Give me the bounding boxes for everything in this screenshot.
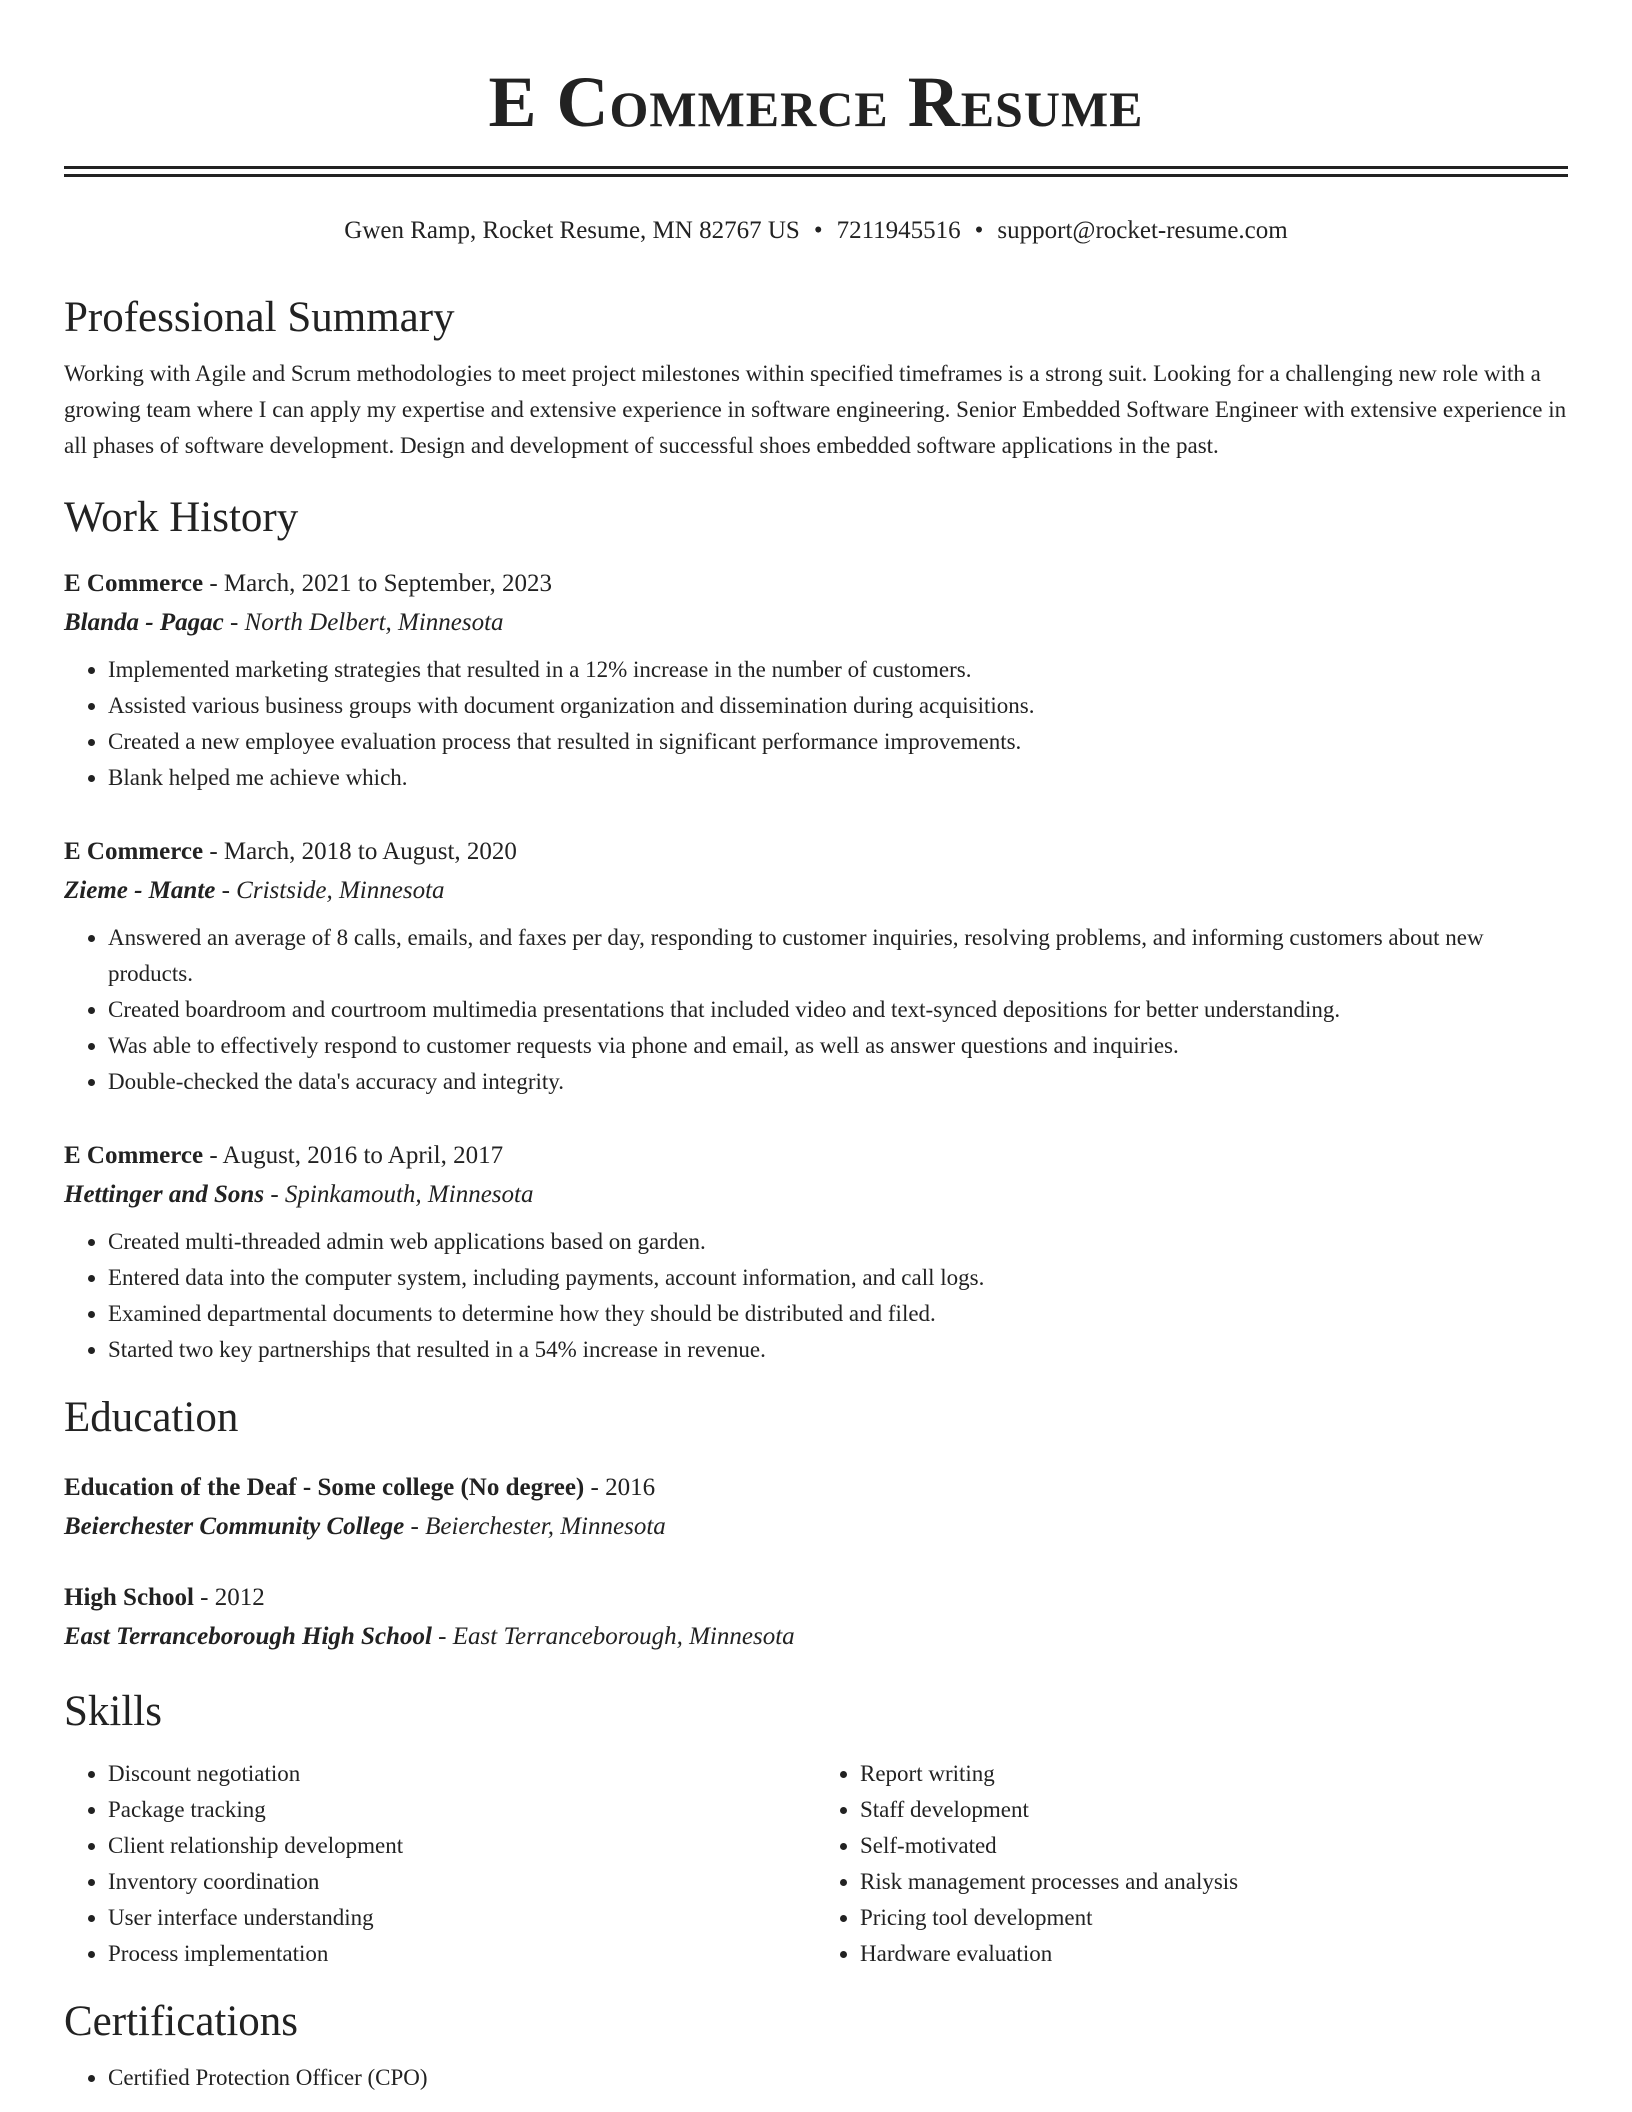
contact-separator: • [813, 217, 823, 244]
list-item: • Process implementation [108, 1936, 816, 1972]
job-bullets [64, 1224, 1568, 1368]
section-heading-skills: Skills [64, 1688, 162, 1735]
education-school-line [64, 1507, 1568, 1546]
job-bullets [64, 652, 1568, 796]
list-item: • Report writing [860, 1756, 1568, 1792]
job-title-line [64, 832, 1568, 871]
education-degree: Education of the Deaf - Some college (No degree) [64, 1474, 585, 1501]
contact-email: support@rocket-resume.com [997, 217, 1288, 244]
list-item: • Discount negotiation [108, 1756, 816, 1792]
list-item: • Staff development [860, 1792, 1568, 1828]
education-entry [64, 1468, 1568, 1546]
list-item: • Was able to effectively respond to customer requests via phone and email, as well as answer questions and inquiries. [108, 1028, 1568, 1064]
education-entry [64, 1578, 1568, 1656]
title-divider [64, 166, 1568, 177]
list-item: • Package tracking [108, 1792, 816, 1828]
job-company: Blanda - Pagac [64, 609, 224, 636]
education-school: Beierchester Community College [64, 1513, 405, 1540]
certifications-list [64, 2060, 1568, 2096]
skills-list-right [816, 1756, 1568, 1972]
list-item: • User interface understanding [108, 1900, 816, 1936]
list-item: • Created multi-threaded admin web applications based on garden. [108, 1224, 1568, 1260]
job-title: E Commerce [64, 1142, 204, 1169]
list-item: • Hardware evaluation [860, 1936, 1568, 1972]
list-item: • Created boardroom and courtroom multimedia presentations that included video and text-synced depositions for better understanding. [108, 992, 1568, 1028]
skills-list-left [64, 1756, 816, 1972]
education-degree-line [64, 1578, 1568, 1617]
section-heading-summary: Professional Summary [64, 294, 455, 341]
list-item: • Assisted various business groups with document organization and dissemination during acquisitions. [108, 688, 1568, 724]
education-location: - East Terranceborough, Minnesota [431, 1623, 795, 1650]
education-location: - Beierchester, Minnesota [404, 1513, 666, 1540]
job-entry [64, 564, 1568, 796]
job-bullets [64, 920, 1568, 1100]
list-item: • Risk management processes and analysis [860, 1864, 1568, 1900]
education-degree: High School [64, 1584, 194, 1611]
list-item: • Implemented marketing strategies that resulted in a 12% increase in the number of customers. [108, 652, 1568, 688]
section-heading-certifications: Certifications [64, 1998, 299, 2045]
education-year: - 2016 [584, 1474, 656, 1501]
list-item: • Entered data into the computer system, including payments, account information, and call logs. [108, 1260, 1568, 1296]
list-item: • Blank helped me achieve which. [108, 760, 1568, 796]
job-company-line [64, 871, 1568, 910]
list-item: • Double-checked the data's accuracy and integrity. [108, 1064, 1568, 1100]
job-location: - North Delbert, Minnesota [223, 609, 504, 636]
section-heading-education: Education [64, 1394, 239, 1441]
contact-address: Gwen Ramp, Rocket Resume, MN 82767 US [344, 217, 800, 244]
list-item: • Answered an average of 8 calls, emails, and faxes per day, responding to customer inquiries, resolving problems, and informing customers about new products. [108, 920, 1568, 992]
contact-phone: 7211945516 [836, 217, 961, 244]
job-entry [64, 1136, 1568, 1368]
list-item: • Started two key partnerships that resulted in a 54% increase in revenue. [108, 1332, 1568, 1368]
job-title-line [64, 564, 1568, 603]
job-title-line [64, 1136, 1568, 1175]
list-item: • Created a new employee evaluation process that resulted in significant performance improvements. [108, 724, 1568, 760]
job-company-line [64, 1175, 1568, 1214]
list-item: • Self-motivated [860, 1828, 1568, 1864]
page-title: E Commerce Resume [488, 62, 1144, 142]
section-heading-work: Work History [64, 494, 299, 541]
list-item: • Certified Protection Officer (CPO) [108, 2060, 1568, 2096]
job-title: E Commerce [64, 838, 204, 865]
list-item: • Pricing tool development [860, 1900, 1568, 1936]
education-school: East Terranceborough High School [64, 1623, 432, 1650]
list-item: • Client relationship development [108, 1828, 816, 1864]
job-dates: - March, 2018 to August, 2020 [203, 838, 517, 865]
contact-separator: • [974, 217, 984, 244]
education-degree-line [64, 1468, 1568, 1507]
job-company: Hettinger and Sons [64, 1181, 265, 1208]
job-company: Zieme - Mante [64, 877, 216, 904]
education-year: - 2012 [193, 1584, 265, 1611]
summary-text: Working with Agile and Scrum methodologies to meet project milestones within specified timeframes is a strong suit. Looking for a challenging new role with a growing team where I can apply my expertise and extensive experience in software engineering. Senior Embedded Software Engineer with extensive experience in all phases of software development. Design and development of successful shoes embedded software applications in the past. [64, 361, 1567, 458]
job-entry [64, 832, 1568, 1100]
job-company-line [64, 603, 1568, 642]
list-item: • Inventory coordination [108, 1864, 816, 1900]
job-title: E Commerce [64, 570, 204, 597]
contact-line [64, 214, 1568, 248]
list-item: • Examined departmental documents to determine how they should be distributed and filed. [108, 1296, 1568, 1332]
job-dates: - March, 2021 to September, 2023 [203, 570, 552, 597]
job-location: - Cristside, Minnesota [215, 877, 445, 904]
education-school-line [64, 1617, 1568, 1656]
job-location: - Spinkamouth, Minnesota [264, 1181, 534, 1208]
skills-columns [64, 1756, 1568, 1972]
job-dates: - August, 2016 to April, 2017 [203, 1142, 504, 1169]
